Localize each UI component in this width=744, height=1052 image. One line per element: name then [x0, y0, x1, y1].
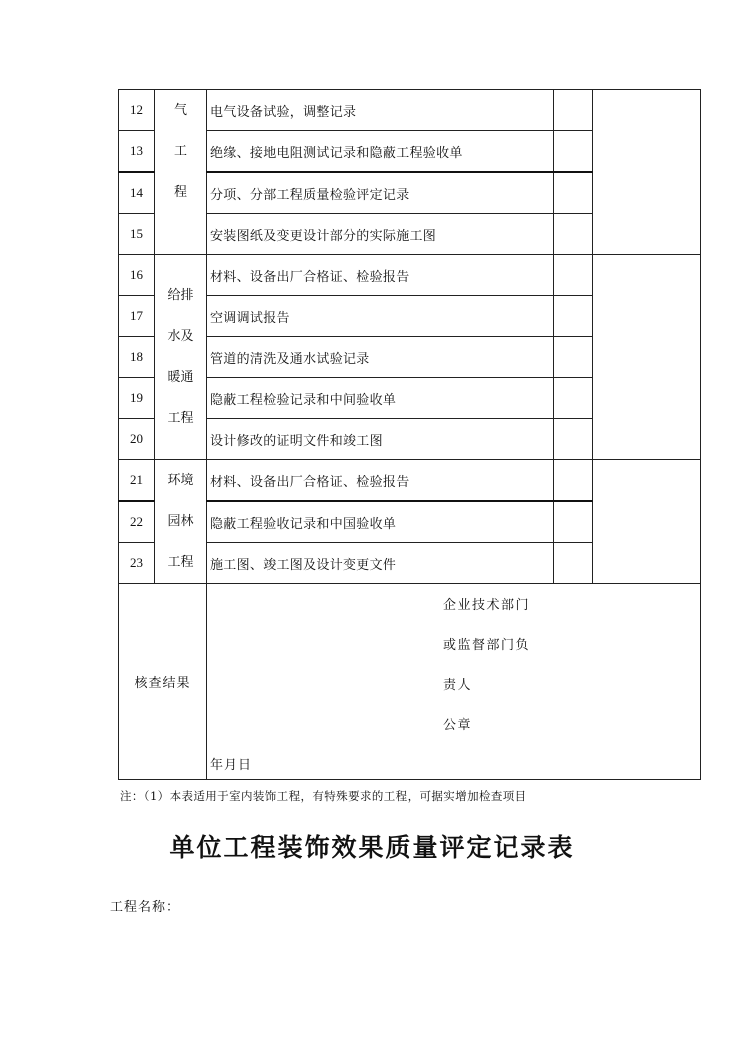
row-number: 15 — [119, 214, 155, 255]
item-description: 施工图、竣工图及设计变更文件 — [207, 543, 554, 584]
item-description: 材料、设备出厂合格证、检验报告 — [207, 460, 554, 502]
check-cell — [554, 337, 593, 378]
remark-cell — [593, 460, 701, 584]
category-line: 暖通 — [167, 369, 194, 385]
inspection-record-table — [118, 89, 701, 780]
document-title: 单位工程装饰效果质量评定记录表 — [169, 833, 575, 862]
item-description: 材料、设备出厂合格证、检验报告 — [207, 255, 554, 296]
item-description: 安装图纸及变更设计部分的实际施工图 — [207, 214, 554, 255]
table-row — [119, 460, 701, 502]
category-cell — [155, 255, 207, 460]
category-line: 工程 — [167, 554, 194, 570]
row-number: 19 — [119, 378, 155, 419]
footnote: 注：（1）本表适用于室内装饰工程，有特殊要求的工程，可据实增加检查项目 — [120, 789, 527, 803]
signature-block — [443, 596, 530, 756]
item-description: 绝缘、接地电阻测试记录和隐蔽工程验收单 — [207, 131, 554, 173]
remark-cell — [593, 255, 701, 460]
row-number: 14 — [119, 172, 155, 214]
check-cell — [554, 543, 593, 584]
item-description: 设计修改的证明文件和竣工图 — [207, 419, 554, 460]
sign-line: 或监督部门负 — [443, 638, 531, 653]
check-cell — [554, 419, 593, 460]
row-number: 22 — [119, 501, 155, 543]
table-row — [119, 255, 701, 296]
check-cell — [554, 172, 593, 214]
check-cell — [554, 460, 593, 502]
item-description: 隐蔽工程验收记录和中国验收单 — [207, 501, 554, 543]
table-row — [119, 90, 701, 131]
row-number: 12 — [119, 90, 155, 131]
category-line: 气 — [173, 103, 187, 118]
row-number: 21 — [119, 460, 155, 502]
category-line: 工程 — [167, 410, 194, 426]
sign-line: 责人 — [443, 678, 473, 693]
check-cell — [554, 296, 593, 337]
category-line: 工 — [173, 144, 187, 159]
item-description: 电气设备试验，调整记录 — [207, 90, 554, 131]
result-body — [207, 584, 701, 780]
category-line: 环境 — [167, 472, 194, 488]
category-cell — [155, 90, 207, 255]
project-name-label: 工程名称： — [110, 900, 181, 915]
row-number: 16 — [119, 255, 155, 296]
category-line: 给排 — [167, 287, 194, 303]
row-number: 23 — [119, 543, 155, 584]
item-description: 隐蔽工程检验记录和中间验收单 — [207, 378, 554, 419]
category-cell — [155, 460, 207, 584]
item-description: 管道的清洗及通水试验记录 — [207, 337, 554, 378]
date-line: 年月日 — [210, 758, 253, 773]
sign-line: 公章 — [443, 718, 473, 733]
item-description: 空调调试报告 — [207, 296, 554, 337]
check-cell — [554, 255, 593, 296]
check-cell — [554, 131, 593, 173]
check-cell — [554, 501, 593, 543]
remark-cell — [593, 90, 701, 255]
row-number: 17 — [119, 296, 155, 337]
row-number: 13 — [119, 131, 155, 173]
check-cell — [554, 214, 593, 255]
sign-line: 企业技术部门 — [443, 598, 531, 613]
item-description: 分项、分部工程质量检验评定记录 — [207, 172, 554, 214]
check-cell — [554, 90, 593, 131]
result-label: 核查结果 — [119, 584, 207, 780]
row-number: 20 — [119, 419, 155, 460]
category-line: 程 — [173, 185, 187, 200]
row-number: 18 — [119, 337, 155, 378]
category-line: 水及 — [167, 328, 194, 344]
check-cell — [554, 378, 593, 419]
category-line: 园林 — [167, 513, 194, 529]
result-row — [119, 584, 701, 780]
